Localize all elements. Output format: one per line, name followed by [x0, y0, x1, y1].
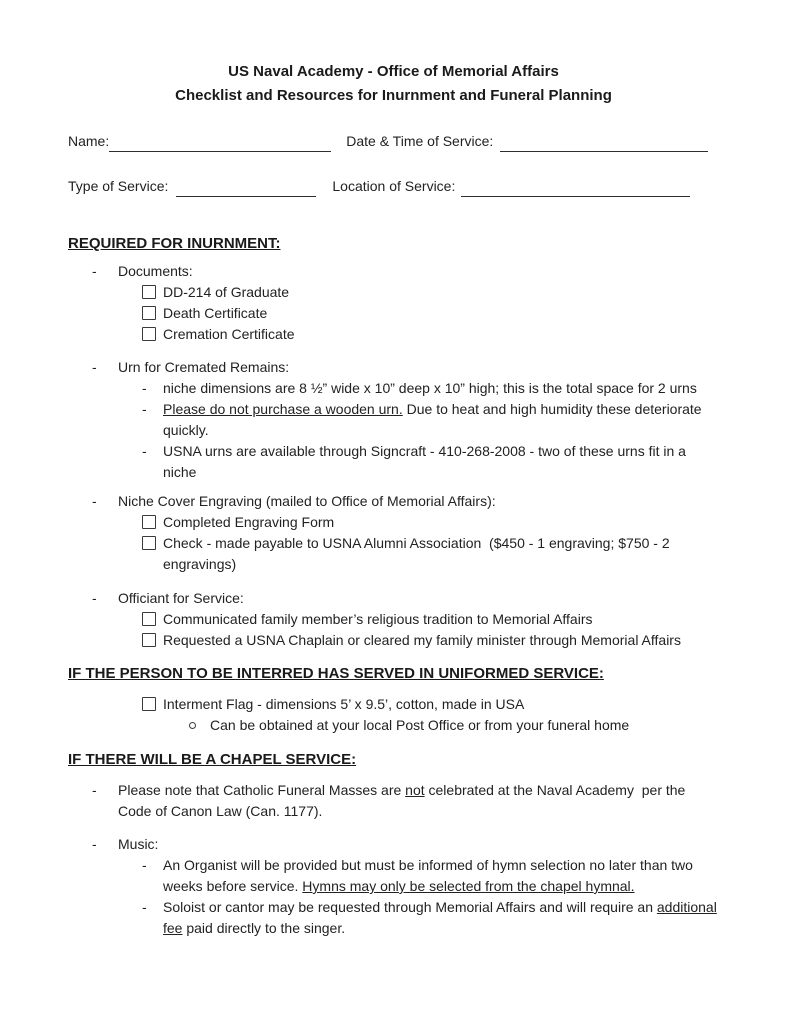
soloist-pre: Soloist or cantor may be requested through Memorial Affairs and will require an: [163, 899, 657, 915]
urn-subitem-dimensions: [68, 378, 719, 399]
flag-subitem-text: Can be obtained at your local Post Office or from your funeral home: [210, 717, 630, 733]
document-title: [68, 60, 719, 108]
interment-flag-group: [68, 694, 719, 736]
engraving-check-checkbox[interactable]: [142, 536, 156, 550]
dd214-checkbox[interactable]: [142, 285, 156, 299]
dash-bullet: -: [142, 899, 147, 915]
type-of-service-field-blank[interactable]: [176, 181, 316, 197]
form-row-name-datetime: [68, 131, 719, 152]
name-field-blank[interactable]: [109, 136, 331, 152]
dash-bullet: -: [92, 359, 97, 375]
urn-subitem-wooden-warning: [68, 399, 719, 441]
title-line-2: Checklist and Resources for Inurnment and Funeral Planning: [175, 87, 612, 104]
underlined-warning-text: Please do not purchase a wooden urn.: [163, 401, 403, 417]
checklist-item-dd214: [68, 282, 719, 303]
section-heading-required: REQUIRED FOR INURNMENT:: [68, 235, 281, 252]
organist-underlined: Hymns may only be selected from the chapel hymnal.: [302, 878, 635, 894]
music-subitem-organist: [68, 855, 719, 897]
urn-subitem-signcraft: [68, 441, 719, 483]
circle-bullet: [188, 715, 210, 736]
urn-subitem-text: [163, 399, 719, 441]
checklist-item-label: Completed Engraving Form: [163, 514, 335, 530]
engraving-label: Niche Cover Engraving (mailed to Office of Memorial Affairs):: [118, 493, 496, 509]
checklist-item-interment-flag: [68, 694, 719, 715]
organist-text: [163, 855, 719, 897]
dash-bullet: -: [92, 493, 97, 509]
urn-list-item: [68, 357, 719, 378]
catholic-note-post: celebrated at the Naval Academy per the Code of Canon Law (Can. 1177).: [118, 782, 686, 819]
chaplain-request-checkbox[interactable]: [142, 633, 156, 647]
checklist-item-engraving-form: [68, 512, 719, 533]
interment-flag-checkbox[interactable]: [142, 697, 156, 711]
title-line-1: US Naval Academy - Office of Memorial Affairs: [228, 63, 559, 80]
music-label: Music:: [118, 836, 159, 852]
dash-bullet: -: [92, 782, 97, 798]
urn-subitem-text: niche dimensions are 8 ½” wide x 10” deep x 10” high; this is the total space for 2 urns: [163, 380, 697, 396]
checklist-item-label: Requested a USNA Chaplain or cleared my family minister through Memorial Affairs: [163, 632, 681, 648]
dash-bullet: -: [92, 263, 97, 279]
soloist-post: paid directly to the singer.: [182, 920, 346, 936]
catholic-note-item: [68, 780, 719, 822]
dash-bullet: -: [142, 443, 147, 459]
catholic-note-underlined: not: [405, 782, 425, 798]
location-field-blank[interactable]: [461, 181, 690, 197]
officiant-label: Officiant for Service:: [118, 590, 244, 606]
dash-bullet: -: [92, 836, 97, 852]
music-group: [68, 834, 719, 939]
dash-bullet: -: [142, 857, 147, 873]
checklist-item-chaplain-request: [68, 630, 719, 651]
officiant-group: [68, 588, 719, 651]
checklist-item-label: Interment Flag - dimensions 5’ x 9.5’, cotton, made in USA: [163, 696, 525, 712]
name-label: Name:: [68, 133, 110, 149]
checklist-item-label: Check - made payable to USNA Alumni Association ($450 - 1 engraving; $750 - 2 engravings): [163, 535, 670, 572]
datetime-field-blank[interactable]: [500, 136, 708, 152]
dash-bullet: -: [142, 401, 147, 417]
documents-list-item: [68, 261, 719, 282]
datetime-label: Date & Time of Service:: [346, 133, 494, 149]
music-list-item: [68, 834, 719, 855]
checklist-item-label: DD-214 of Graduate: [163, 284, 290, 300]
catholic-note-text: [118, 780, 719, 822]
dash-bullet: -: [142, 380, 147, 396]
checklist-item-label: Cremation Certificate: [163, 326, 295, 342]
engraving-form-checkbox[interactable]: [142, 515, 156, 529]
section-heading-uniformed-service: IF THE PERSON TO BE INTERRED HAS SERVED IN UNIFORMED SERVICE:: [68, 665, 604, 682]
religious-tradition-checkbox[interactable]: [142, 612, 156, 626]
checklist-item-label: Communicated family member’s religious tradition to Memorial Affairs: [163, 611, 593, 627]
checklist-item-religious-tradition: [68, 609, 719, 630]
location-label: Location of Service:: [332, 178, 456, 194]
engraving-group: [68, 491, 719, 575]
urn-subitem-text: USNA urns are available through Signcraft - 410-268-2008 - two of these urns fit in a niche: [163, 443, 686, 480]
dash-bullet: -: [92, 590, 97, 606]
cremation-certificate-checkbox[interactable]: [142, 327, 156, 341]
documents-group: [68, 261, 719, 345]
type-of-service-label: Type of Service:: [68, 178, 169, 194]
circle-bullet-glyph: [189, 722, 196, 729]
organist-pre: An Organist will be provided but must be informed of hymn selection no later than two weeks before service.: [163, 857, 693, 894]
music-subitem-soloist: [68, 897, 719, 939]
urn-group: [68, 357, 719, 483]
officiant-list-item: [68, 588, 719, 609]
engraving-list-item: [68, 491, 719, 512]
checklist-item-label: Death Certificate: [163, 305, 268, 321]
flag-subitem: [68, 715, 719, 736]
documents-label: Documents:: [118, 263, 193, 279]
death-certificate-checkbox[interactable]: [142, 306, 156, 320]
soloist-text: [163, 897, 719, 939]
catholic-note-group: [68, 780, 719, 822]
checklist-item-cremation-certificate: [68, 324, 719, 345]
form-row-type-location: [68, 176, 719, 197]
warning-rest-text: Due to heat and high humidity these deteriorate quickly.: [163, 401, 702, 438]
catholic-note-pre: Please note that Catholic Funeral Masses are: [118, 782, 406, 798]
checklist-item-engraving-check: [68, 533, 719, 575]
section-heading-chapel-service: IF THERE WILL BE A CHAPEL SERVICE:: [68, 751, 357, 768]
urn-label: Urn for Cremated Remains:: [118, 359, 290, 375]
checklist-item-death-certificate: [68, 303, 719, 324]
soloist-underlined: additional fee: [163, 899, 717, 936]
